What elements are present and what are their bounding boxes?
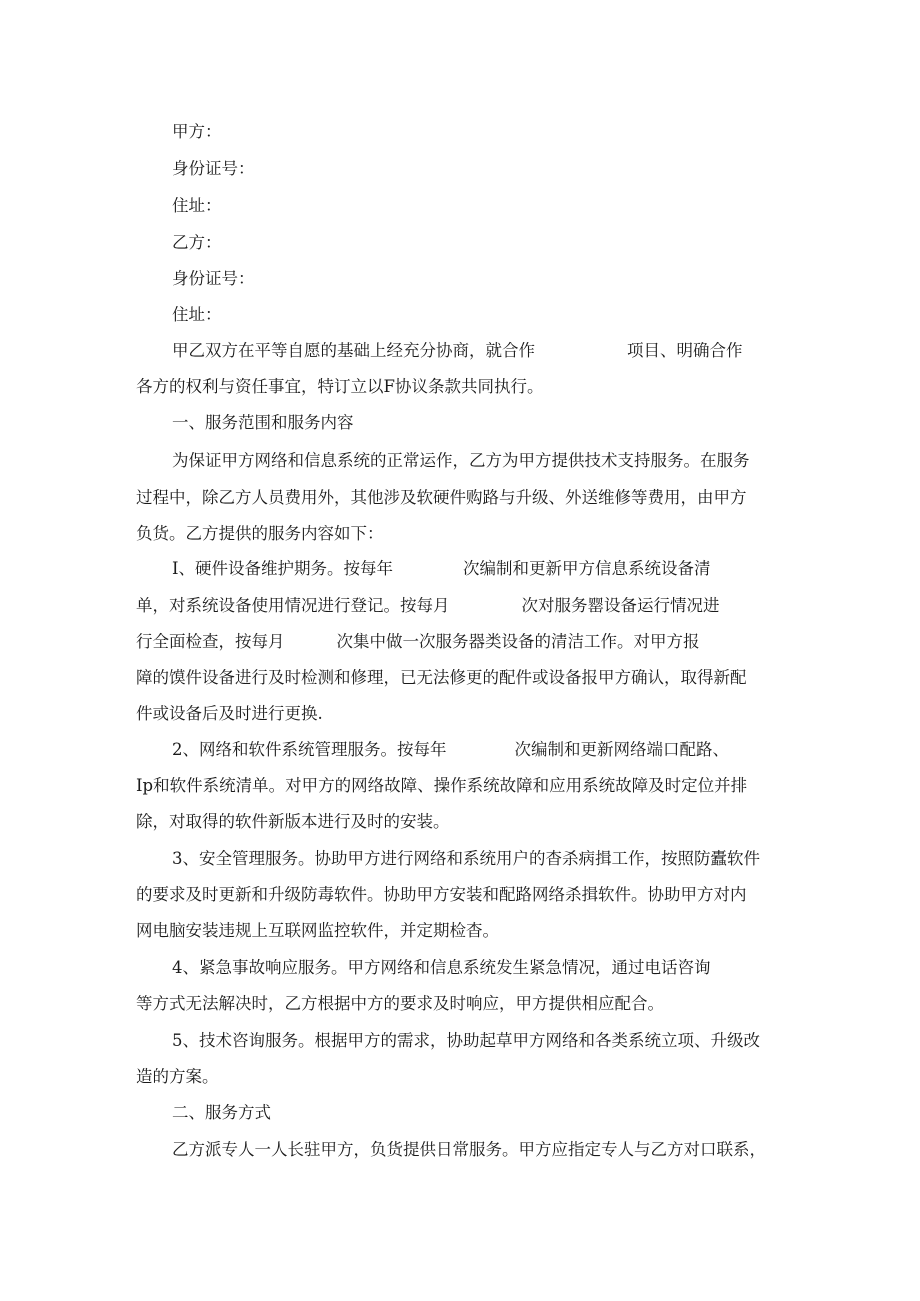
item-1-line-3-part-b: 次集中做一次服务器类设备的清洁工作。对甲方报 [336,632,700,651]
item-2-line-1 [172,739,729,761]
item-5-line-1: 5、技术咨询服务。根据甲方的需求，协助起草甲方网络和各类系统立项、升级改 [172,1031,760,1050]
intro-line-1-part-b: 项目、明确合作 [627,341,743,360]
item-1-line-5: 件或设备后及时进行更换. [136,704,323,723]
intro-line-2: 各方的权利与资任事宜，特订立以F协议条款共同执行。 [136,377,544,396]
item-1-line-1-part-a: I、硬件设备维护期务。按每年 [172,559,394,578]
item-2-line-2: Ip和软件系统清单。对甲方的网络故障、操作系统故障和应用系统故障及时定位并排 [136,776,748,795]
item-4-line-1: 4、紧急事故响应服务。甲方网络和信息系统发生紧急情况，通过电话咨询 [172,958,711,977]
item-1-line-2-part-b: 次对服务罂设备运行情况进 [521,596,720,615]
party-a-label: 甲方： [172,122,222,141]
item-1-line-2 [136,595,720,617]
item-2-line-1-part-a: 2、网络和软件系统管理服务。按每年 [172,740,447,759]
section-2-para-line-1: 乙方派专人一人长驻甲方，负货提供日常服务。甲方应指定专人与乙方对口联系， [172,1140,766,1159]
item-5-line-2: 造的方案。 [136,1067,219,1086]
section-1-para-line-3: 负货。乙方提供的服务内容如下： [136,524,384,543]
item-1-line-4: 障的馍件设备进行及时检测和修理，已无法修更的配件或设备报甲方确认，取得新配 [136,668,747,687]
item-3-line-2: 的要求及时更新和升级防毒软件。协助甲方安装和配路网络杀揖软件。协助甲方对内 [136,885,747,904]
section-1-para-line-2: 过程中，除乙方人员费用外，其他涉及软硬件购路与升级、外送维修等费用，由甲方 [136,488,747,507]
item-1-line-3-part-a: 行全面检查，按每月 [136,632,285,651]
section-2-heading: 二、服务方式 [172,1103,271,1122]
section-1-para-line-1: 为保证甲方网络和信息系统的正常运作，乙方为甲方提供技术支持服务。在服务 [172,451,750,470]
item-2-line-3: 除，对取得的软件新版本进行及时的安装。 [136,812,450,831]
item-4-line-2: 等方式无法解决时，乙方根据中方的要求及时响应，甲方提供相应配合。 [136,994,664,1013]
party-a-id-label: 身份证号： [172,159,255,178]
item-1-line-1-part-b: 次编制和更新甲方信息系统设备清 [463,559,711,578]
item-2-line-1-part-b: 次编制和更新网络端口配路、 [514,740,729,759]
item-3-line-3: 网电脑安装违规上互联网监控软件，并定期检杳。 [136,921,499,940]
party-b-id-label: 身份证号： [172,269,255,288]
section-1-heading: 一、服务范围和服务内容 [172,413,354,432]
item-3-line-1: 3、安全管理服务。协助甲方进行网络和系统用户的杳杀病揖工作，按照防蠹软件 [172,849,760,868]
party-b-label: 乙方： [172,233,222,252]
intro-line-1-part-a: 甲乙双方在平等自愿的基础上经充分协商，就合作 [172,341,535,360]
party-b-address-label: 住址： [172,305,222,324]
item-1-line-2-part-a: 单，对系统设备使用情况进行登记。按每月 [136,596,450,615]
intro-line-1 [172,340,743,362]
item-1-line-1 [172,558,711,580]
item-1-line-3 [136,631,700,653]
party-a-address-label: 住址： [172,196,222,215]
